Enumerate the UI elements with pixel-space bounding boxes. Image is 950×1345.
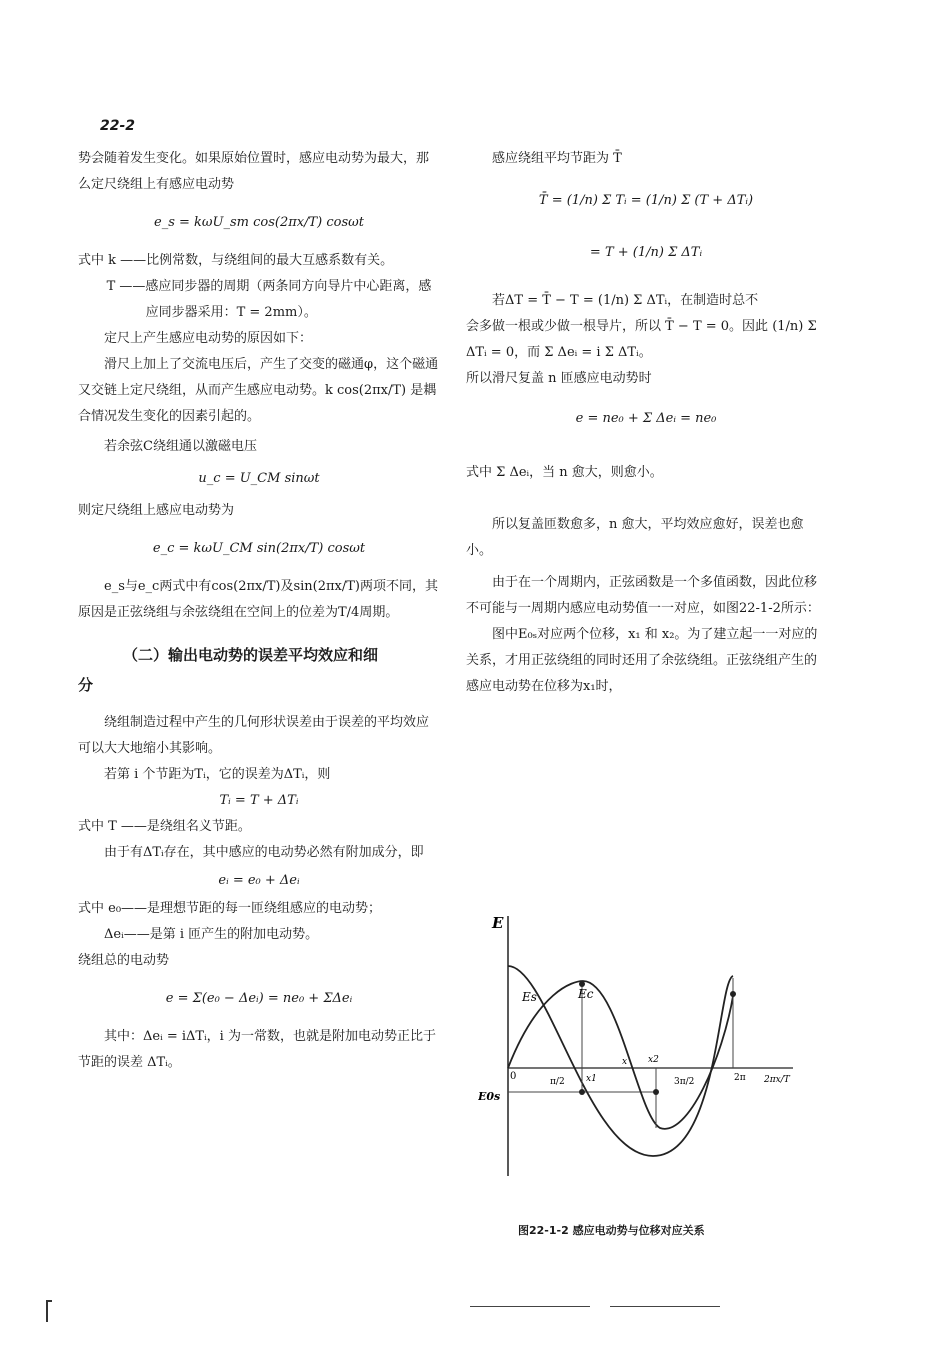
label-x: x <box>622 1057 628 1067</box>
paragraph: 若ΔT = T̄ − T = (1/n) Σ ΔTᵢ，在制造时总不 <box>492 293 759 308</box>
label-2pi: 2π <box>734 1073 746 1083</box>
paragraph: 其中：Δeᵢ = iΔTᵢ，i 为一常数，也就是附加电动势正比于节距的误差 ΔTᵢ。 <box>78 1029 436 1070</box>
definition-T: T ——感应同步器的周期（两条同方向导片中心距离，感应同步器采用：T = 2mm）。 <box>106 279 432 320</box>
point-x2 <box>653 1089 659 1095</box>
paragraph: 定尺上产生感应电动势的原因如下： <box>104 331 313 346</box>
label-Ec: Ec <box>578 987 594 1001</box>
paragraph: 所以滑尺复盖 n 匝感应电动势时 <box>466 371 652 386</box>
label-origin: 0 <box>510 1071 517 1082</box>
label-E: E <box>492 914 504 932</box>
equation-Tbar-2: = T + (1/n) Σ ΔTᵢ <box>589 245 703 260</box>
label-x1: x1 <box>586 1074 597 1084</box>
equation-uc: u_c = U_CM sinωt <box>198 471 320 486</box>
paragraph: 若第 i 个节距为Tᵢ，它的误差为ΔTᵢ，则 <box>104 767 331 782</box>
paragraph: 绕组制造过程中产生的几何形状误差由于误差的平均效应可以大大地缩小其影响。 <box>78 715 430 756</box>
point-x1 <box>579 1089 585 1095</box>
paragraph: 由于在一个周期内，正弦函数是一个多值函数，因此位移不可能与一周期内感应电动势值一一对应，如图22-1-2所示： <box>466 575 820 616</box>
paragraph: 绕组总的电动势 <box>78 953 170 968</box>
label-x2: x2 <box>648 1055 659 1065</box>
point-end <box>730 991 736 997</box>
definition-T2: 式中 T ——是绕组名义节距。 <box>78 819 251 834</box>
waveform-figure <box>478 906 808 1186</box>
label-3pi2: 3π/2 <box>674 1077 695 1087</box>
paragraph: 所以复盖匝数愈多，n 愈大，平均效应愈好，误差也愈小。 <box>466 517 804 558</box>
definition-k: 式中 k ——比例常数，与绕组间的最大互感系数有关。 <box>78 253 394 268</box>
paragraph: 若余弦C绕组通以激磁电压 <box>104 439 257 454</box>
section-heading: （二）输出电动势的误差平均效应和细 分 <box>78 646 379 694</box>
figure-caption: 图22-1-2 感应电动势与位移对应关系 <box>518 1224 705 1237</box>
definition-e0: 式中 e₀——是理想节距的每一匝绕组感应的电动势； <box>78 901 382 916</box>
paragraph: 图中E₀ₛ对应两个位移，x₁ 和 x₂。为了建立起一一对应的关系，才用正弦绕组的同时还用了余弦绕组。正弦绕组产生的感应电动势在位移为x₁时， <box>466 627 818 694</box>
scan-artifact-line <box>610 1306 720 1307</box>
label-x-axis: 2πx/T <box>764 1075 790 1085</box>
equation-ei: eᵢ = e₀ + Δeᵢ <box>218 873 300 888</box>
label-E0s: E0s <box>478 1090 501 1103</box>
equation-Ti: Tᵢ = T + ΔTᵢ <box>219 793 299 808</box>
scan-corner-mark <box>46 1300 48 1322</box>
paragraph: e_s与e_c两式中有cos(2πx/T)及sin(2πx/T)两项不同，其原因是正弦绕组与余弦绕组在空间上的位差为T/4周期。 <box>78 579 439 620</box>
equation-ec: e_c = kωU_CM sin(2πx/T) cosωt <box>152 541 366 556</box>
left-column <box>78 146 440 1076</box>
equation-e-total: e = Σ(e₀ − Δeᵢ) = ne₀ + ΣΔeᵢ <box>165 991 353 1006</box>
equation-e-n: e = ne₀ + Σ Δeᵢ = ne₀ <box>575 411 717 426</box>
equation-es: e_s = kωU_sm cos(2πx/T) cosωt <box>154 215 364 230</box>
definition-delta-e: Δeᵢ——是第 i 匝产生的附加电动势。 <box>104 927 319 942</box>
paragraph: 会多做一根或少做一根导片，所以 T̄ − T = 0。因此 (1/n) Σ ΔTᵢ = 0，而 Σ Δeᵢ = i Σ ΔTᵢ。 <box>466 319 817 360</box>
curve-ec <box>508 966 733 1156</box>
page-number: 22-2 <box>100 118 136 134</box>
paragraph: 由于有ΔTᵢ存在，其中感应的电动势必然有附加成分，即 <box>104 845 424 860</box>
paragraph: 感应绕组平均节距为 T̄ <box>492 151 622 166</box>
label-Es: Es <box>522 990 537 1004</box>
paragraph: 滑尺上加上了交流电压后，产生了交变的磁通φ，这个磁通又交链上定尺绕组，从而产生感应电动势。k cos(2πx/T) 是耦合情况发生变化的因素引起的。 <box>78 357 439 424</box>
paragraph: 则定尺绕组上感应电动势为 <box>78 503 235 518</box>
label-pi2: π/2 <box>550 1077 565 1087</box>
paragraph: 势会随着发生变化。如果原始位置时，感应电动势为最大，那么定尺绕组上有感应电动势 <box>78 151 430 192</box>
right-column <box>466 146 826 700</box>
paragraph: 式中 Σ Δeᵢ，当 n 愈大，则愈小。 <box>466 465 663 480</box>
scan-artifact-line <box>470 1306 590 1307</box>
equation-Tbar: T̄ = (1/n) Σ Tᵢ = (1/n) Σ (T + ΔTᵢ) <box>538 193 754 208</box>
